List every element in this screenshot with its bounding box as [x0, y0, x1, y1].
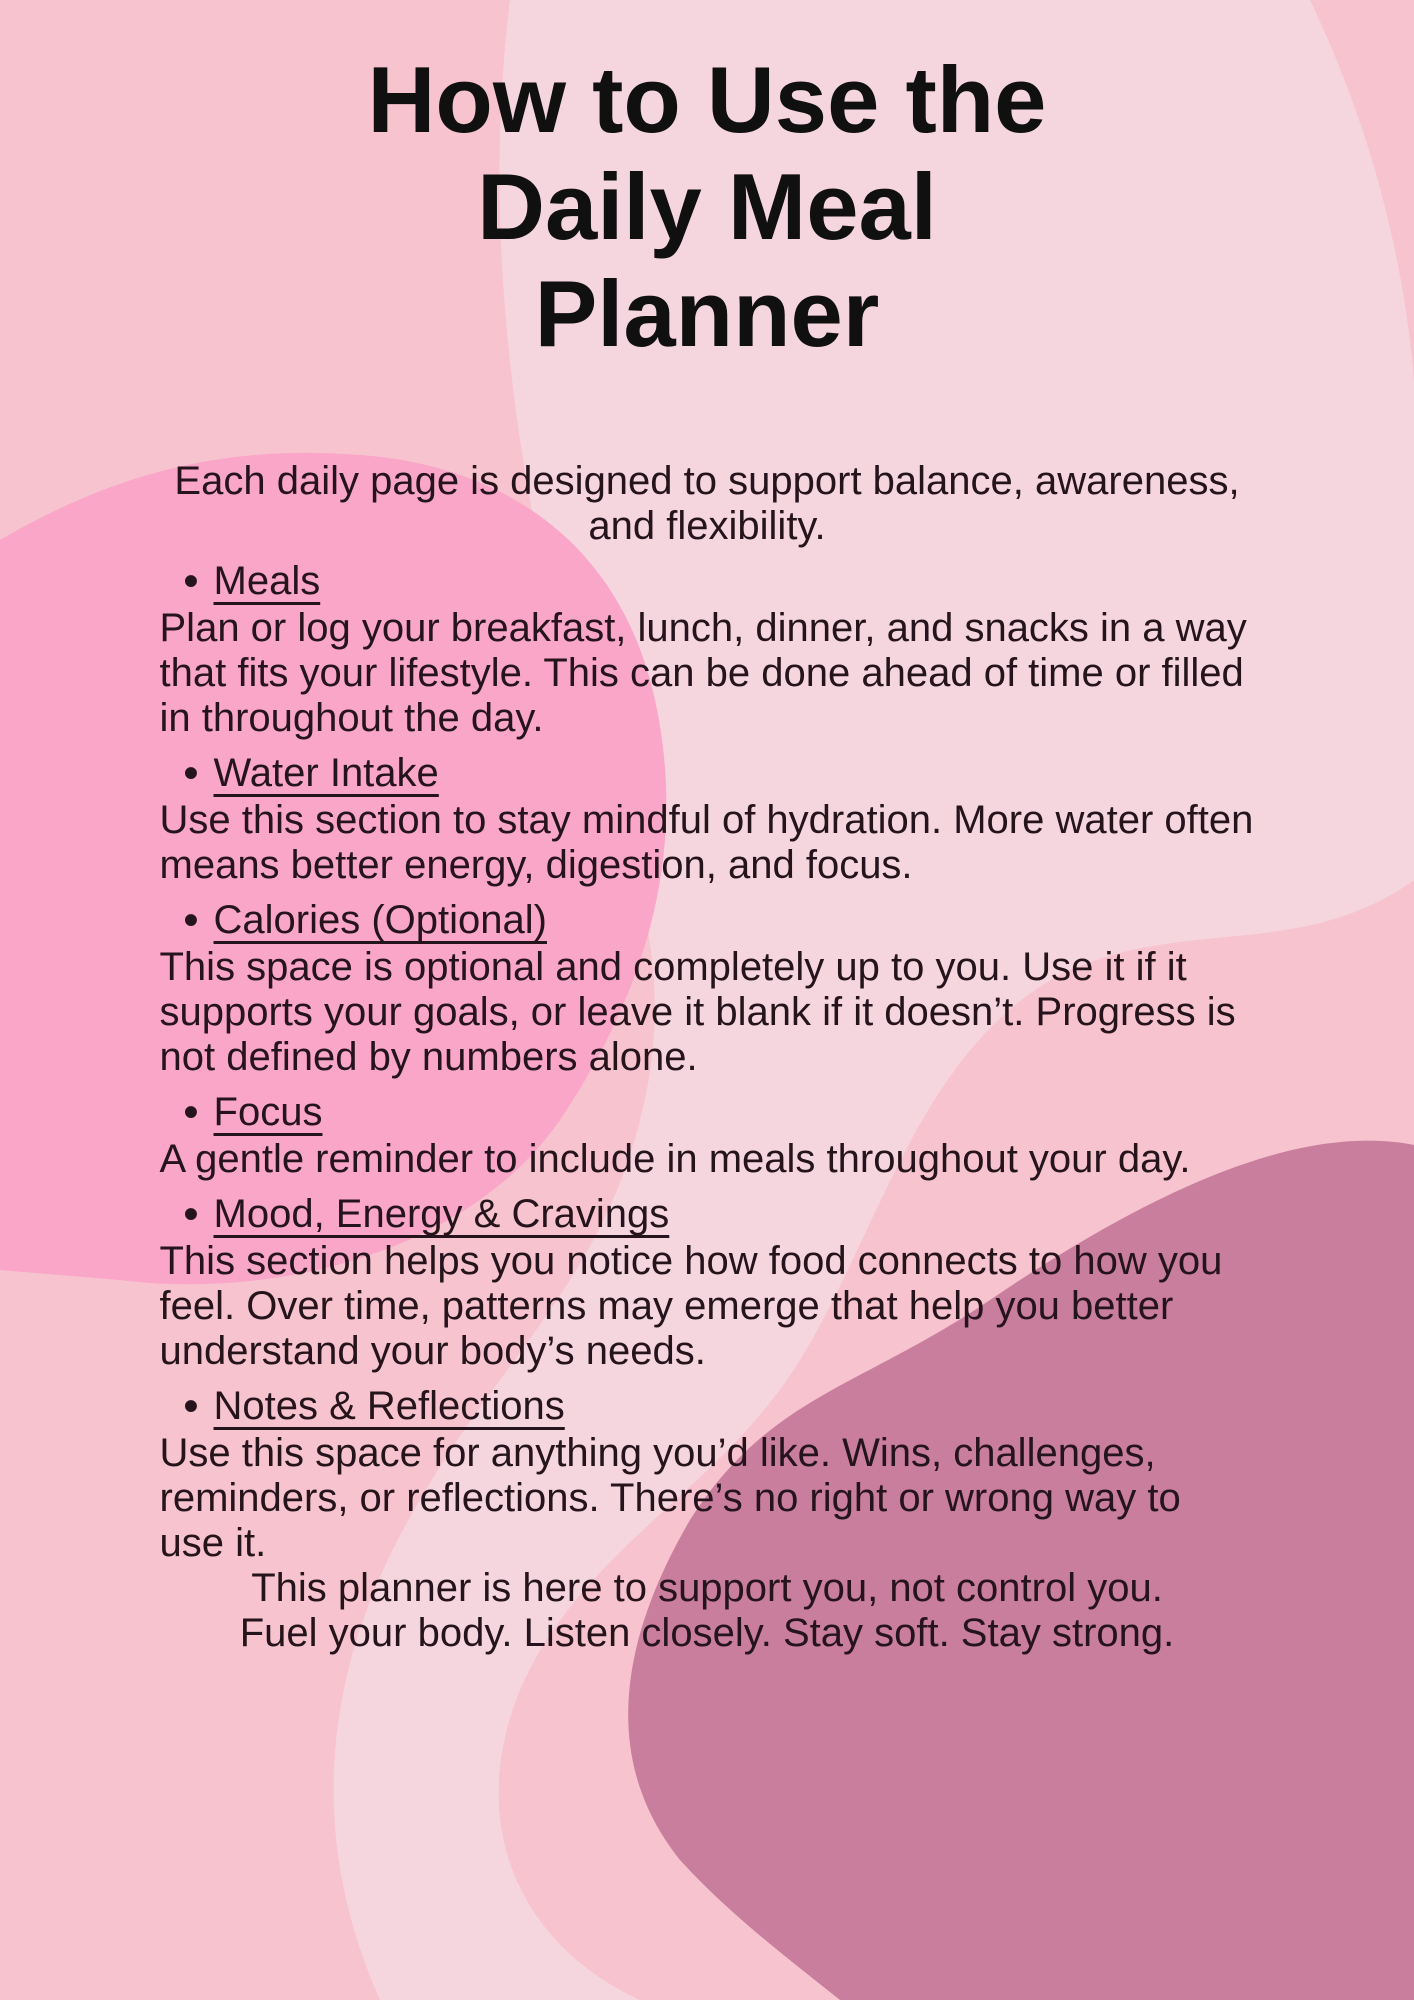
section-water-intake-body: Use this section to stay mindful of hydration. More water often means better energy, digestion, and focus.	[159, 798, 1254, 888]
bullet-icon: •	[182, 749, 199, 798]
section-notes-reflections	[160, 1384, 1255, 1566]
bullet-icon: •	[182, 896, 199, 945]
section-mood-energy-cravings-heading	[160, 1192, 1255, 1237]
body-column	[160, 459, 1255, 1656]
section-mood-energy-cravings	[160, 1192, 1255, 1374]
page-title-line-1: How to Use the	[367, 47, 1047, 152]
section-focus-heading	[160, 1090, 1255, 1135]
page-title-line-3: Planner	[534, 261, 880, 367]
section-notes-reflections-label: Notes & Reflections	[213, 1384, 565, 1429]
section-mood-energy-cravings-body: This section helps you notice how food connects to how you feel. Over time, patterns may emerge that help you better understand your body’s needs.	[159, 1239, 1223, 1374]
bullet-icon: •	[182, 557, 199, 606]
section-meals-label: Meals	[213, 559, 321, 604]
section-calories-body: This space is optional and completely up to you. Use it if it supports your goals, or leave it blank if it doesn’t. Progress is not defined by numbers alone.	[159, 945, 1236, 1080]
section-calories	[160, 898, 1255, 1080]
bullet-icon: •	[182, 1190, 199, 1239]
section-meals-body: Plan or log your breakfast, lunch, dinner, and snacks in a way that fits your lifestyle. This can be done ahead of time or filled in throughout the day.	[159, 606, 1247, 741]
bullet-icon: •	[182, 1088, 199, 1137]
section-focus-label: Focus	[213, 1090, 323, 1135]
section-meals	[160, 559, 1255, 741]
page-title	[0, 0, 1414, 367]
intro-paragraph: Each daily page is designed to support balance, awareness, and flexibility.	[174, 459, 1240, 549]
section-notes-reflections-body: Use this space for anything you’d like. Wins, challenges, reminders, or reflections. There’s no right or wrong way to use it.	[159, 1431, 1181, 1566]
section-notes-reflections-heading	[160, 1384, 1255, 1429]
section-water-intake-label: Water Intake	[213, 751, 439, 796]
section-water-intake-heading	[160, 751, 1255, 796]
section-focus	[160, 1090, 1255, 1182]
outro-support-line: This planner is here to support you, not control you.	[251, 1566, 1163, 1611]
section-calories-heading	[160, 898, 1255, 943]
page-title-line-2: Daily Meal	[477, 154, 937, 260]
section-focus-body: A gentle reminder to include in meals throughout your day.	[159, 1137, 1191, 1182]
section-water-intake	[160, 751, 1255, 888]
section-calories-label: Calories (Optional)	[213, 898, 547, 943]
bullet-icon: •	[182, 1382, 199, 1431]
section-meals-heading	[160, 559, 1255, 604]
outro-fuel-line: Fuel your body. Listen closely. Stay soft. Stay strong.	[239, 1611, 1175, 1656]
section-mood-energy-cravings-label: Mood, Energy & Cravings	[213, 1192, 670, 1237]
